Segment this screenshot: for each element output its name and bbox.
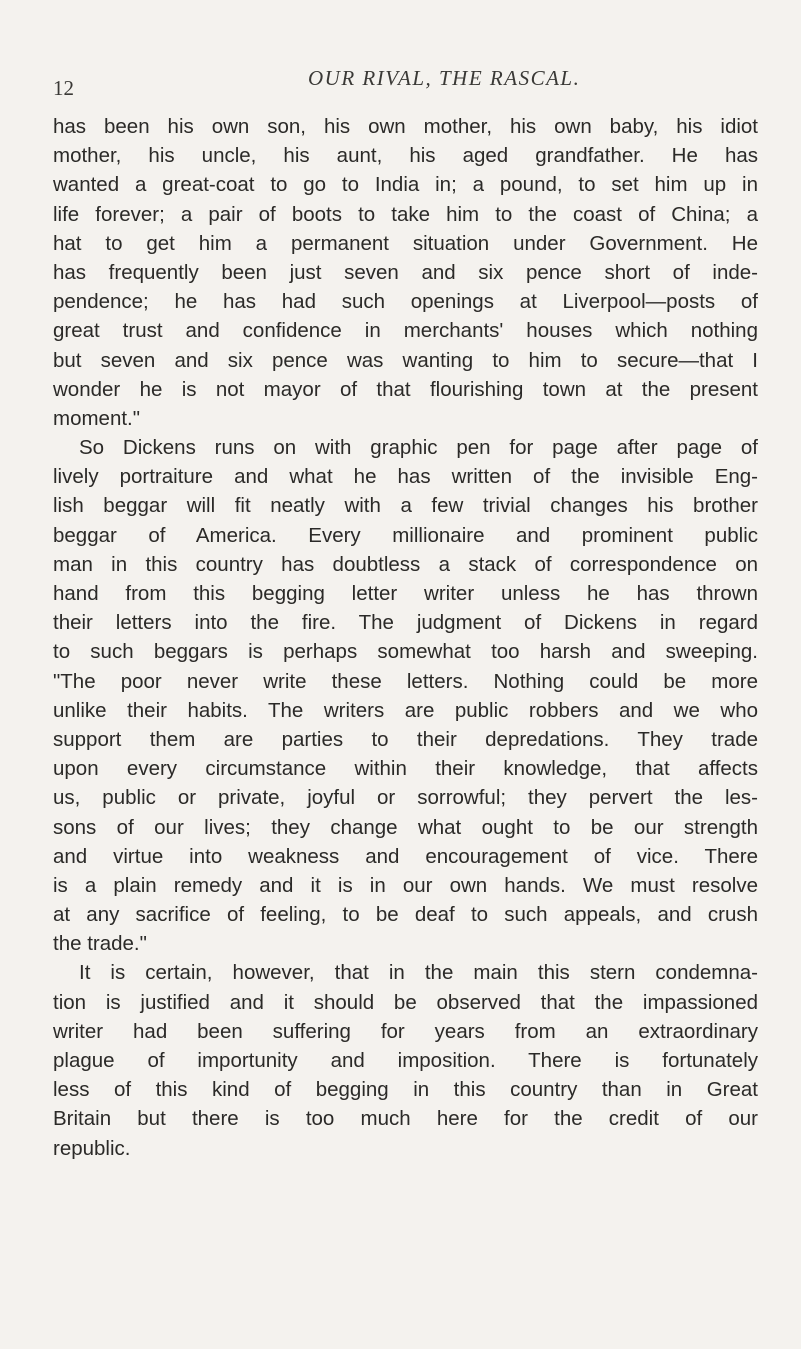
running-title: OUR RIVAL, THE RASCAL. — [308, 66, 581, 90]
text-line: moment." — [53, 406, 141, 430]
text-line: republic. — [53, 1136, 131, 1160]
text-line: to such beggars is perhaps somewhat too harsh and sweeping. — [53, 640, 758, 664]
text-line: So Dickens runs on with graphic pen for page after page of — [79, 436, 758, 460]
text-line: unlike their habits. The writers are public robbers and we who — [53, 698, 758, 722]
paragraph-1 — [53, 112, 758, 433]
page-number: 12 — [53, 76, 74, 100]
text-line: great trust and confidence in merchants' houses which nothing — [53, 319, 758, 343]
text-line: at any sacrifice of feeling, to be deaf to such appeals, and crush — [53, 903, 758, 927]
text-line: man in this country has doubtless a stack of correspondence on — [53, 552, 758, 576]
text-line: their letters into the fire. The judgment of Dickens in regard — [53, 611, 758, 635]
text-line: the trade." — [53, 932, 147, 956]
paragraph-2 — [53, 433, 758, 958]
text-line: beggar of America. Every millionaire and prominent public — [53, 523, 758, 547]
text-line: lively portraiture and what he has written of the invisible Eng- — [53, 465, 758, 489]
text-line: sons of our lives; they change what ought to be our strength — [53, 815, 758, 839]
body-text — [53, 112, 758, 1163]
text-line: wonder he is not mayor of that flourishing town at the present — [53, 377, 758, 401]
paragraph-3 — [53, 958, 758, 1162]
text-line: us, public or private, joyful or sorrowful; they pervert the les- — [53, 786, 758, 810]
text-line: has frequently been just seven and six pence short of inde- — [53, 260, 758, 284]
text-line: Britain but there is too much here for the credit of our — [53, 1107, 758, 1131]
text-line: lish beggar will fit neatly with a few trivial changes his brother — [53, 494, 758, 518]
text-line: is a plain remedy and it is in our own hands. We must resolve — [53, 873, 758, 897]
text-line: mother, his uncle, his aunt, his aged grandfather. He has — [53, 144, 758, 168]
text-line: "The poor never write these letters. Nothing could be more — [53, 669, 758, 693]
text-line: It is certain, however, that in the main this stern condemna- — [79, 961, 758, 985]
text-line: life forever; a pair of boots to take him to the coast of China; a — [53, 202, 758, 226]
text-line: but seven and six pence was wanting to him to secure—that I — [53, 348, 758, 372]
text-line: upon every circumstance within their knowledge, that affects — [53, 757, 758, 781]
text-line: has been his own son, his own mother, his own baby, his idiot — [53, 115, 758, 138]
text-line: hand from this begging letter writer unless he has thrown — [53, 582, 758, 605]
text-line: pendence; he has had such openings at Liverpool—posts of — [53, 290, 758, 314]
running-head — [53, 66, 753, 98]
text-line: hat to get him a permanent situation under Government. He — [53, 231, 758, 255]
text-line: less of this kind of begging in this country than in Great — [53, 1078, 758, 1102]
text-line: tion is justified and it should be observed that the impassioned — [53, 990, 758, 1014]
text-line: and virtue into weakness and encouragement of vice. There — [53, 844, 758, 868]
text-line: plague of importunity and imposition. There is fortunately — [53, 1049, 758, 1072]
text-line: support them are parties to their depredations. They trade — [53, 727, 758, 751]
text-line: wanted a great-coat to go to India in; a pound, to set him up in — [53, 173, 758, 197]
text-line: writer had been suffering for years from an extraordinary — [53, 1019, 758, 1043]
